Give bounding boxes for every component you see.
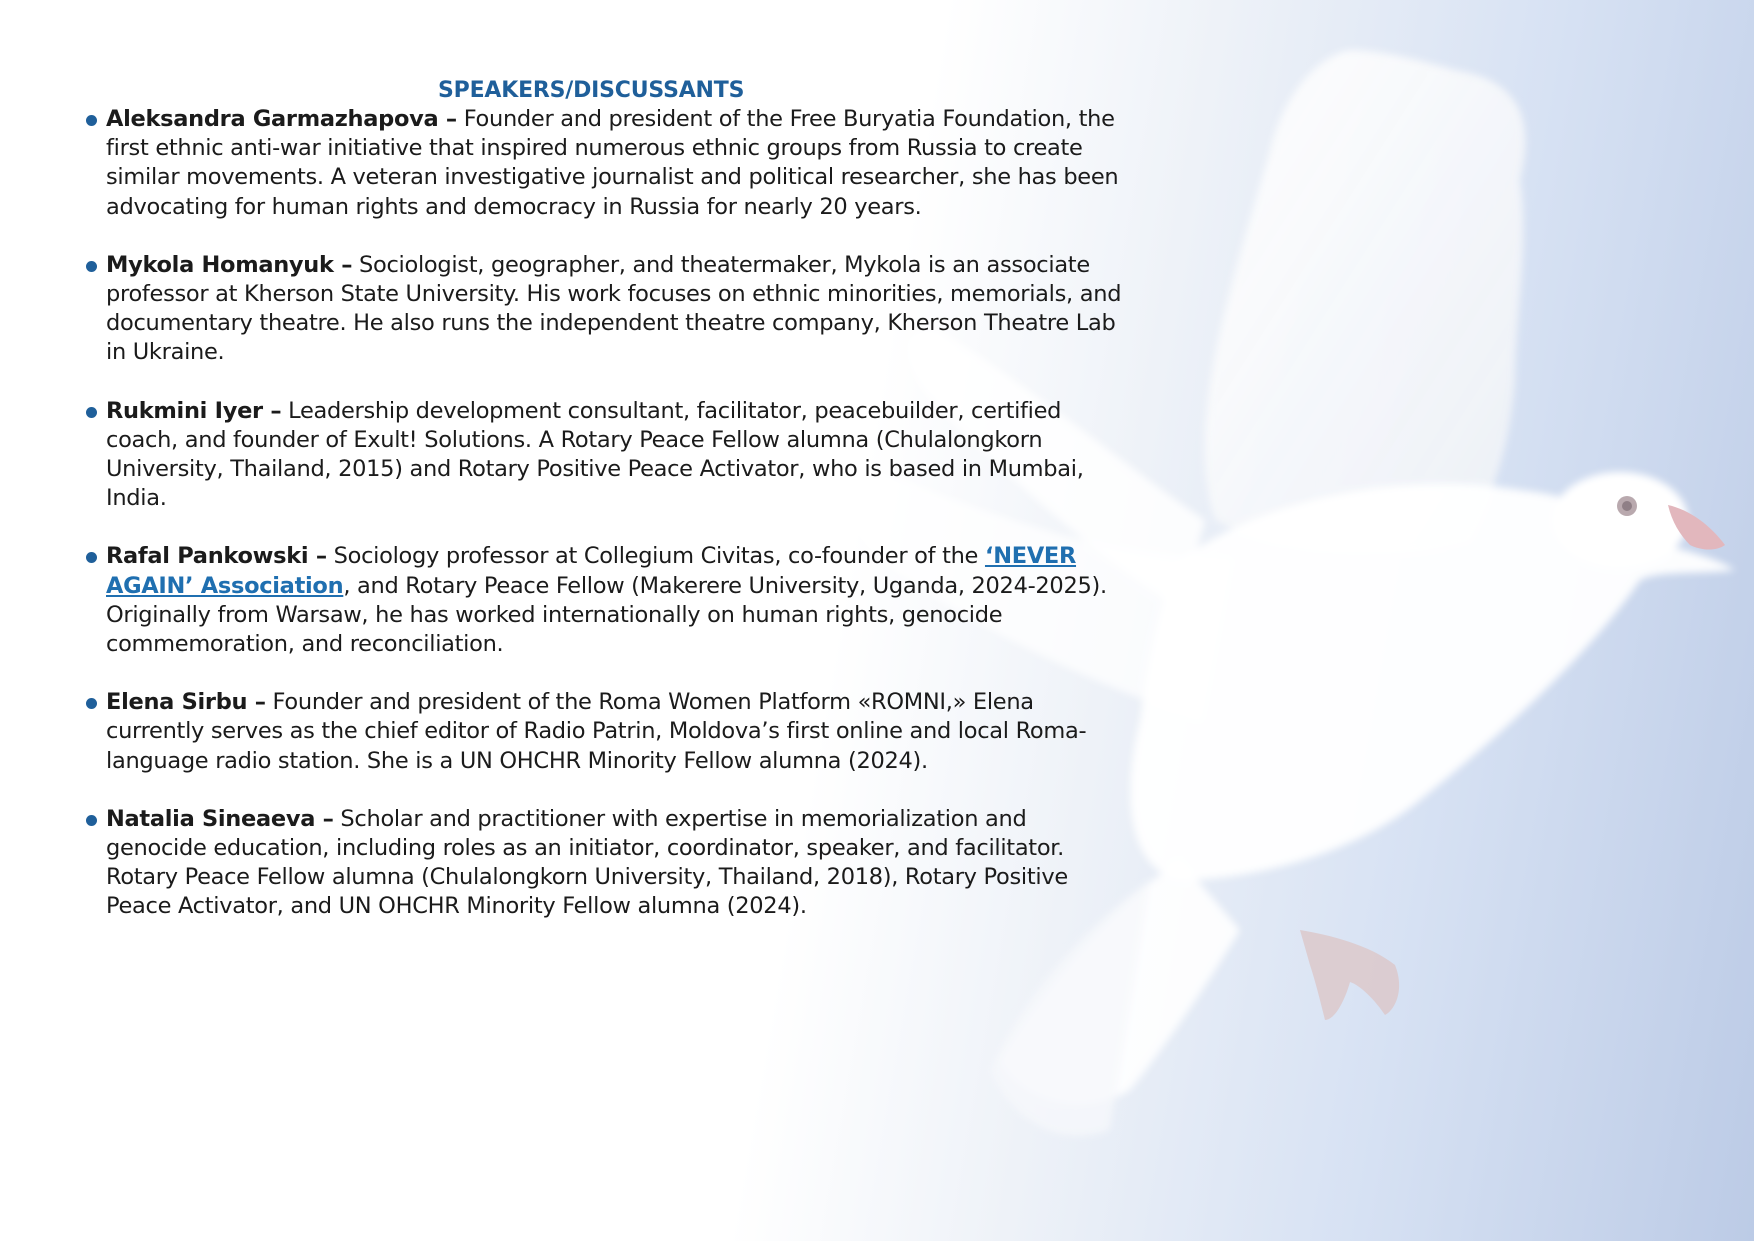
speaker-bio: Founder and president of the Free Buryatia Foundation, the first ethnic anti-war initiative that inspired numerous ethnic groups from Russia to create similar movements. A veteran investigative journalist and political researcher, she has been advocating for human rights and democracy in Russia for nearly 20 years. bbox=[106, 106, 1119, 220]
speaker-bio: Leadership development consultant, facilitator, peacebuilder, certified coach, and founder of Exult! Solutions. A Rotary Peace Fellow alumna (Chulalongkorn University, Thailand, 2015) and Rotary Positive Peace Activator, who is based in Mumbai, India. bbox=[106, 397, 1084, 512]
section-heading: SPEAKERS/DISCUSSANTS bbox=[438, 78, 745, 103]
speaker-bio-continued: , and Rotary Peace Fellow (Makerere University, Uganda, 2024-2025). Originally from Warsaw, he has worked internationally on human rights, genocide commemoration, and reconciliation. bbox=[106, 572, 1107, 658]
speaker-bio: Sociology professor at Collegium Civitas, co-founder of the bbox=[326, 543, 985, 570]
list-item bbox=[86, 105, 1126, 222]
bullet-icon bbox=[86, 261, 97, 272]
bullet-icon bbox=[86, 407, 97, 418]
bullet-icon bbox=[86, 552, 97, 563]
list-item bbox=[86, 397, 1126, 514]
speaker-name: Rukmini Iyer – bbox=[106, 397, 282, 424]
list-item bbox=[86, 805, 1126, 922]
speaker-list bbox=[86, 105, 1126, 922]
speaker-name: Mykola Homanyuk – bbox=[106, 251, 353, 278]
speakers-section bbox=[86, 78, 1126, 951]
speaker-name: Elena Sirbu – bbox=[106, 689, 266, 716]
speaker-bio: Sociologist, geographer, and theatermaker, Mykola is an associate professor at Kherson State University. His work focuses on ethnic minorities, memorials, and documentary theatre. He also runs the independent theatre company, Kherson Theatre Lab in Ukraine. bbox=[106, 251, 1122, 366]
speaker-name: Rafal Pankowski – bbox=[106, 543, 327, 570]
speaker-name: Aleksandra Garmazhapova – bbox=[106, 106, 457, 132]
list-item bbox=[86, 688, 1126, 776]
speaker-bio: Founder and president of the Roma Women Platform «ROMNI,» Elena currently serves as the chief editor of Radio Patrin, Moldova’s first online and local Roma-language radio station. She is a UN OHCHR Minority Fellow alumna (2024). bbox=[106, 689, 1087, 774]
bullet-icon bbox=[86, 115, 97, 126]
speaker-bio: Scholar and practitioner with expertise in memorialization and genocide education, including roles as an initiator, coordinator, speaker, and facilitator. Rotary Peace Fellow alumna (Chulalongkorn University, Thailand, 2018), Rotary Positive Peace Activator, and UN OHCHR Minority Fellow alumna (2024). bbox=[106, 805, 1068, 920]
list-item bbox=[86, 542, 1126, 659]
speaker-name: Natalia Sineaeva – bbox=[106, 805, 334, 832]
bullet-icon bbox=[86, 698, 97, 709]
never-again-association-link[interactable]: ‘NEVER AGAIN’ Association bbox=[106, 543, 1077, 599]
bullet-icon bbox=[86, 815, 97, 826]
list-item bbox=[86, 251, 1126, 368]
